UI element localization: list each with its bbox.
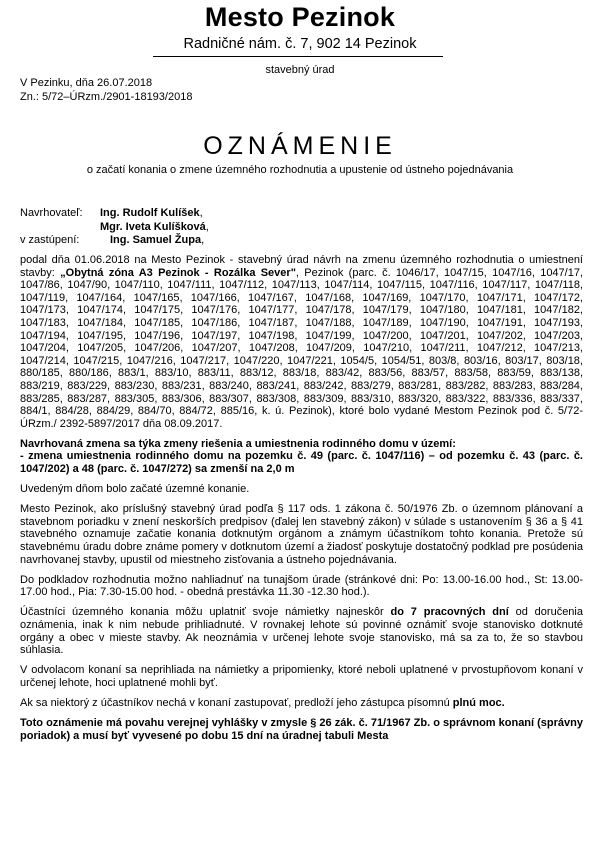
municipality-address: Radničné nám. č. 7, 902 14 Pezinok bbox=[183, 36, 417, 52]
applicant-name-2: Mgr. Iveta Kulíšková bbox=[100, 220, 206, 233]
paragraph-authority: Mesto Pezinok, ako príslušný stavebný úrad podľa § 117 ods. 1 zákona č. 50/1976 Zb. o územnom plánovaní a stavebnom poriadku v znení neskorších predpisov (ďalej len stavebný zákon) v súlade s ustanovením § 36 a § 41 stavebného oznamuje začatie konania dotknutým orgánom a známym účastníkom tohto konania. Pretože sú stavebnému úradu dobre známe pomery v dotknutom území a žiadosť poskytuje dostatočný podklad pre posúdenia navrhovanej stavby, upustil od miestneho zisťovania a ústneho pojednávania. bbox=[20, 503, 583, 566]
paragraph-objections: Účastníci územného konania môžu uplatniť svoje námietky najneskôr do 7 pracovných dní od doručenia oznámenia, inak k nim nebude prihliadnuté. V rovnakej lehote sú povinné oznámiť svoje stanovisko dotknuté orgány a obec v mieste stavby. Ak neoznámia v určenej lehote svoje stanovisko, má sa za to, že so stavbou súhlasia. bbox=[20, 606, 583, 657]
applicant-label: Navrhovateľ: bbox=[20, 207, 83, 219]
document-heading: OZNÁMENIE bbox=[203, 132, 397, 160]
representative-name: Ing. Samuel Župa bbox=[110, 234, 202, 246]
header-divider bbox=[153, 56, 443, 57]
parties-block bbox=[20, 207, 209, 248]
representative-label: v zastúpení: bbox=[20, 234, 80, 246]
paragraph-proceedings-started: Uvedeným dňom bolo začaté územné konanie. bbox=[20, 483, 250, 496]
paragraph-proposed-change: Navrhovaná zmena sa týka zmeny riešenia a umiestnenia rodinného domu v území: - zmena umiestnenia rodinného domu na pozemku č. 49 (parc. č. 1047/116) – od pozemku č. 43 (parc. č. 1047/202) a 48 (parc. č. 1047/272) sa zmenší na 2,0 m bbox=[20, 437, 583, 475]
paragraph-office-hours: Do podkladov rozhodnutia možno nahliadnuť na tunajšom úrade (stránkové dni: Po: 13.00-16.00 hod., St: 13.00-17.00 hod., Pia: 7.30-15.00 hod. - obedná prestávka 11.30 -12.30 hod.). bbox=[20, 573, 583, 599]
applicant-row-2: Mgr. Iveta Kulíšková, bbox=[100, 220, 209, 233]
paragraph-representation: Ak sa niektorý z účastníkov nechá v konaní zastupovať, predloží jeho zástupca písomnú plnú moc. bbox=[20, 696, 505, 709]
document-subheading: o začatí konania o zmene územného rozhodnutia a upustenie od ústneho pojednávania bbox=[86, 164, 514, 176]
office-name: stavebný úrad bbox=[265, 64, 335, 76]
applicant-name-1: Ing. Rudolf Kulíšek bbox=[100, 207, 200, 219]
paragraph-public-notice: Toto oznámenie má povahu verejnej vyhlášky v zmysle § 26 zák. č. 71/1967 Zb. o správnom konaní (správny poriadok) a musí byť vyvesené po dobu 15 dní na úradnej tabuli Mesta bbox=[20, 717, 583, 742]
applicant-row-1: Navrhovateľ: Ing. Rudolf Kulíšek, bbox=[20, 207, 203, 219]
place-date: V Pezinku, dňa 26.07.2018 bbox=[20, 77, 153, 89]
paragraph-appeal: V odvolacom konaní sa neprihliada na námietky a pripomienky, ktoré neboli uplatnené v prvostupňovom konaní v určenej lehote, hoci uplatnené mohli byť. bbox=[20, 664, 583, 689]
representative-row: v zastúpení: Ing. Samuel Župa, bbox=[20, 234, 205, 246]
document-body bbox=[20, 254, 583, 750]
paragraph-application: podal dňa 01.06.2018 na Mesto Pezinok - stavebný úrad návrh na zmenu územného rozhodnutia o umiestnení stavby: „Obytná zóna A3 Pezinok - Rozálka Sever", Pezinok (parc. č. 1046/17, 1047/15, 1047/16, 1047/17, 1047/86, 1047/90, 1047/110, 1047/111, 1047/112, 1047/113, 1047/114, 1047/115, 1047/116, 1047/117, 1047/118, 1047/119, 1047/164, 1047/165, 1047/166, 1047/167, 1047/168, 1047/169, 1047/170, 1047/171, 1047/172, 1047/173, 1047/174, 1047/175, 1047/176, 1047/177, 1047/178, 1047/179, 1047/180, 1047/181, 1047/182, 1047/183, 1047/184, 1047/185, 1047/186, 1047/187, 1047/188, 1047/189, 1047/190, 1047/191, 1047/193, 1047/194, 1047/195, 1047/196, 1047/197, 1047/198, 1047/199, 1047/200, 1047/201, 1047/202, 1047/203, 1047/204, 1047/205, 1047/206, 1047/207, 1047/208, 1047/209, 1047/210, 1047/211, 1047/212, 1047/213, 1047/214, 1047/215, 1047/216, 1047/217, 1047/220, 1047/221, 1054/5, 1054/51, 803/8, 803/16, 803/17, 803/18, 880/185, 880/186, 883/1, 883/10, 883/11, 883/12, 883/18, 883/42, 883/56, 883/57, 883/58, 883/59, 883/138, 883/219, 883/229, 883/230, 883/231, 883/240, 883/241, 883/242, 883/279, 883/281, 883/282, 883/283, 883/284, 883/285, 883/287, 883/305, 883/306, 883/307, 883/308, 883/309, 883/310, 883/320, 883/322, 883/336, 883/337, 884/1, 884/28, 884/29, 884/70, 884/72, 885/16, k. ú. Pezinok), ktoré bolo vydané Mestom Pezinok pod č. 5/72-ÚRzm./ 2392-5897/2017 dňa 08.09.2017. bbox=[20, 254, 584, 430]
municipality-title: Mesto Pezinok bbox=[204, 2, 396, 32]
reference-number: Zn.: 5/72–ÚRzm./2901-18193/2018 bbox=[20, 91, 193, 103]
